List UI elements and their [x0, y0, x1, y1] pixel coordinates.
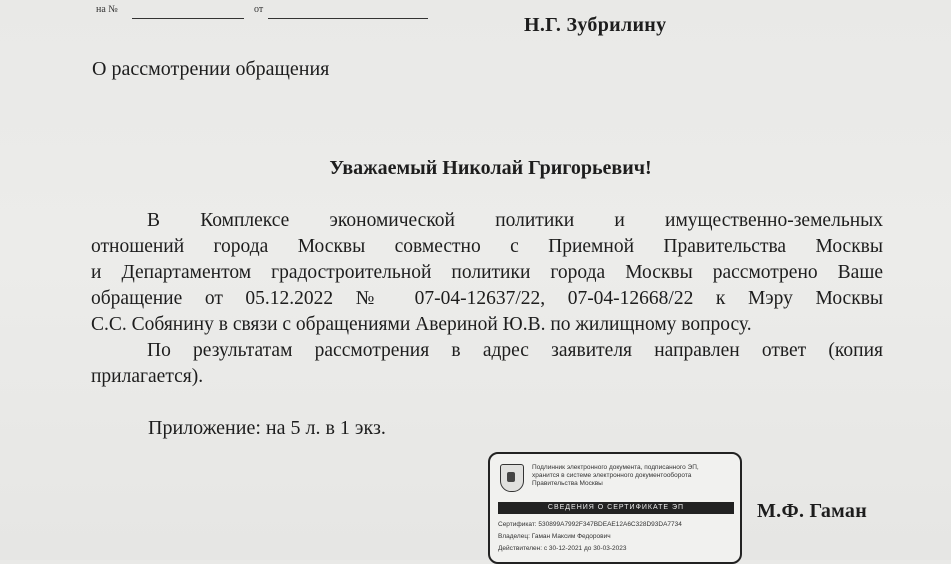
paragraph-1-line-3: и Департаментом градостроительной политики города Москвы рассмотрено Ваше: [91, 262, 883, 283]
paragraph-2-cont: [91, 364, 883, 390]
appendix-note: Приложение: на 5 л. в 1 экз.: [148, 417, 386, 439]
stamp-header-line-3: Правительства Москвы: [532, 480, 603, 487]
paragraph-1-cont: [91, 234, 883, 338]
stamp-certificate-id: Сертификат: 530899A7992F347BDEAE12A6C328D93DA7734: [498, 521, 682, 528]
stamp-validity: Действителен: с 30-12-2021 до 30-03-2023: [498, 545, 627, 552]
paragraph-1: [91, 208, 883, 234]
paragraph-2-line-2: прилагается).: [91, 366, 204, 387]
stamp-header-line-2: хранится в системе электронного документооборота: [532, 472, 692, 479]
signatory-name: М.Ф. Гаман: [757, 500, 868, 522]
paragraph-1-line-1: В Комплексе экономической политики и имущественно-земельных: [147, 210, 883, 231]
paragraph-1-line-2: отношений города Москвы совместно с Приемной Правительства Москвы: [91, 236, 883, 257]
stamp-certificate-bar: СВЕДЕНИЯ О СЕРТИФИКАТЕ ЭП: [498, 502, 734, 514]
reg-date-blank: [268, 18, 428, 19]
addressee: Н.Г. Зубрилину: [524, 14, 667, 36]
paragraph-2: [91, 338, 883, 364]
stamp-owner: Владелец: Гаман Максим Федорович: [498, 533, 611, 540]
reg-date-label: от: [254, 4, 264, 15]
reg-number-label: на №: [96, 4, 118, 15]
paragraph-1-line-4: обращение от 05.12.2022 № 07-04-12637/22, 07-04-12668/22 к Мэру Москвы: [91, 288, 883, 309]
reg-number-blank: [132, 18, 244, 19]
stamp-header: [532, 464, 738, 488]
subject-line: О рассмотрении обращения: [92, 58, 330, 80]
letter-body: [91, 208, 883, 390]
paragraph-2-line-1: По результатам рассмотрения в адрес заявителя направлен ответ (копия: [147, 340, 883, 361]
moscow-emblem-icon: [500, 464, 524, 492]
stamp-header-line-1: Подлинник электронного документа, подписанного ЭП,: [532, 464, 699, 471]
paragraph-1-line-5: С.С. Собянину в связи с обращениями Авериной Ю.В. по жилищному вопросу.: [91, 314, 752, 335]
greeting: Уважаемый Николай Григорьевич!: [329, 157, 652, 179]
e-signature-stamp: [488, 452, 742, 564]
